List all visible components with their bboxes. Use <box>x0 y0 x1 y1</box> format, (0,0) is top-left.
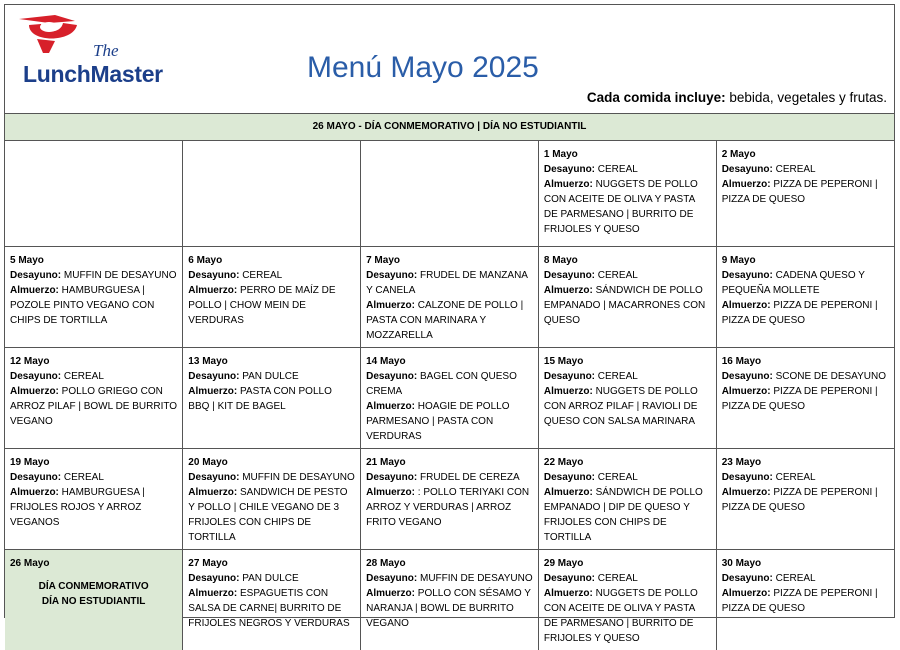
lunch-line <box>188 586 355 631</box>
lunch-label: Almuerzo: <box>188 587 238 599</box>
breakfast-item: CEREAL <box>595 471 638 483</box>
lunch-item: PASTA CON POLLO BBQ | KIT DE BAGEL <box>188 385 332 412</box>
day-date: 22 Mayo <box>543 456 584 468</box>
breakfast-line <box>10 268 177 283</box>
breakfast-line <box>188 470 355 485</box>
breakfast-item: CEREAL <box>772 572 816 584</box>
breakfast-item: BAGEL CON QUESO CREMA <box>366 370 517 397</box>
lunch-line <box>10 283 177 328</box>
logo-bowl-icon <box>15 13 95 59</box>
lunch-item: POLLO GRIEGO CON ARROZ PILAF | BOWL DE BURRITO VEGANO <box>10 385 178 427</box>
day-cell <box>5 347 183 448</box>
day-cell <box>538 347 716 448</box>
lunch-line <box>544 283 711 328</box>
breakfast-label: Desayuno: <box>543 572 596 584</box>
breakfast-label: Desayuno: <box>721 370 773 382</box>
lunch-item: : POLLO TERIYAKI CON ARROZ Y VERDURAS | ARROZ FRITO VEGANO <box>366 486 530 528</box>
lunch-item: PIZZA DE PEPERONI | PIZZA DE QUESO <box>721 486 878 513</box>
lunch-item: HAMBURGUESA | POZOLE PINTO VEGANO CON CHIPS DE TORTILLA <box>10 284 155 326</box>
day-cell <box>361 246 539 347</box>
day-cell <box>538 246 716 347</box>
lunch-line <box>722 177 889 207</box>
day-cell <box>5 549 183 650</box>
lunch-line <box>366 586 533 631</box>
breakfast-line <box>366 369 533 399</box>
menu-calendar <box>5 141 894 650</box>
breakfast-label: Desayuno: <box>188 370 240 382</box>
breakfast-item: FRUDEL DE MANZANA Y CANELA <box>366 269 528 296</box>
breakfast-item: MUFFIN DE DESAYUNO <box>417 572 533 584</box>
day-date: 19 Mayo <box>10 456 50 468</box>
holiday-banner: 26 MAYO - DÍA CONMEMORATIVO | DÍA NO ESTUDIANTIL <box>5 114 894 141</box>
day-cell <box>5 141 183 246</box>
day-date: 20 Mayo <box>188 456 228 468</box>
breakfast-line <box>188 571 355 586</box>
lunch-label: Almuerzo: <box>543 284 593 296</box>
includes-label: Cada comida incluye: <box>586 90 726 105</box>
breakfast-label: Desayuno: <box>10 471 62 483</box>
day-cell <box>183 549 361 650</box>
day-date: 15 Mayo <box>543 355 584 367</box>
lunch-line <box>544 485 711 545</box>
day-date: 1 Mayo <box>543 149 578 160</box>
breakfast-item: CEREAL <box>595 269 638 281</box>
breakfast-line <box>188 268 355 283</box>
lunch-label: Almuerzo: <box>721 587 771 599</box>
logo-the-text: The <box>93 41 119 60</box>
lunch-label: Almuerzo: <box>366 587 415 599</box>
breakfast-item: MUFFIN DE DESAYUNO <box>239 471 355 483</box>
lunch-line <box>544 384 711 429</box>
lunch-item: SÁNDWICH DE POLLO EMPANADO | MACARRONES CON QUESO <box>543 284 706 326</box>
day-cell <box>361 141 539 246</box>
lunch-label: Almuerzo: <box>10 486 59 498</box>
breakfast-line <box>10 470 177 485</box>
breakfast-line <box>544 571 711 586</box>
breakfast-label: Desayuno: <box>366 269 418 281</box>
lunch-label: Almuerzo: <box>721 486 771 498</box>
lunch-label: Almuerzo: <box>188 385 238 397</box>
lunch-item: HAMBURGUESA | FRIJOLES ROJOS Y ARROZ VEGANOS <box>10 486 145 528</box>
lunch-line <box>188 384 355 414</box>
lunch-line <box>366 485 533 530</box>
breakfast-item: MUFFIN DE DESAYUNO <box>61 269 177 281</box>
lunch-item: NUGGETS DE POLLO CON ACEITE DE OLIVA Y PASTA DE PARMESANO | BURRITO DE FRIJOLES Y QUESO <box>543 587 698 644</box>
breakfast-label: Desayuno: <box>188 471 240 483</box>
day-date: 6 Mayo <box>188 254 223 266</box>
breakfast-item: CEREAL <box>61 471 104 483</box>
breakfast-label: Desayuno: <box>543 269 596 281</box>
breakfast-label: Desayuno: <box>366 471 418 483</box>
holiday-spacer <box>10 571 177 579</box>
breakfast-label: Desayuno: <box>188 572 240 584</box>
lunch-line <box>188 485 355 545</box>
day-cell <box>183 141 361 246</box>
day-date: 2 Mayo <box>721 149 756 160</box>
breakfast-label: Desayuno: <box>10 370 62 382</box>
day-date: 23 Mayo <box>721 456 762 468</box>
week-row <box>5 141 894 246</box>
holiday-label: DÍA NO ESTUDIANTIL <box>41 595 146 607</box>
lunch-label: Almuerzo: <box>721 179 771 190</box>
logo-name-text: LunchMaster <box>23 61 163 87</box>
lunch-item: PERRO DE MAÍZ DE POLLO | CHOW MEIN DE VERDURAS <box>188 284 336 326</box>
lunch-label: Almuerzo: <box>543 179 593 190</box>
lunch-label: Almuerzo: <box>721 299 771 311</box>
week-row <box>5 347 894 448</box>
day-date: 27 Mayo <box>188 557 228 569</box>
day-date: 28 Mayo <box>366 557 406 569</box>
day-cell <box>716 246 894 347</box>
breakfast-item: PAN DULCE <box>239 370 299 382</box>
day-cell <box>538 448 716 549</box>
day-cell <box>716 549 894 650</box>
page-title: Menú Mayo 2025 <box>307 51 539 84</box>
breakfast-line <box>366 571 533 586</box>
week-row <box>5 549 894 650</box>
breakfast-item: FRUDEL DE CEREZA <box>417 471 520 483</box>
breakfast-line <box>366 268 533 298</box>
lunch-label: Almuerzo: <box>366 299 415 311</box>
week-row <box>5 246 894 347</box>
lunch-item: NUGGETS DE POLLO CON ACEITE DE OLIVA Y PASTA DE PARMESANO | BURRITO DE FRIJOLES Y QUESO <box>543 179 698 235</box>
breakfast-item: CEREAL <box>239 269 283 281</box>
lunch-item: PIZZA DE PEPERONI | PIZZA DE QUESO <box>721 299 878 326</box>
lunch-line <box>544 586 711 646</box>
day-cell <box>183 246 361 347</box>
day-cell <box>361 549 539 650</box>
day-date: 14 Mayo <box>366 355 406 367</box>
lunch-label: Almuerzo: <box>366 486 415 498</box>
lunch-item: SANDWICH DE PESTO Y POLLO | CHILE VEGANO DE 3 FRIJOLES CON CHIPS DE TORTILLA <box>188 486 348 543</box>
breakfast-line <box>544 268 711 283</box>
lunchmaster-logo <box>15 13 205 85</box>
day-date: 16 Mayo <box>721 355 762 367</box>
day-cell <box>183 448 361 549</box>
lunch-item: CALZONE DE POLLO | PASTA CON MARINARA Y MOZZARELLA <box>366 299 524 341</box>
breakfast-line <box>544 470 711 485</box>
header <box>5 5 894 114</box>
day-date: 12 Mayo <box>10 355 50 367</box>
breakfast-item: CEREAL <box>595 370 638 382</box>
includes-note <box>587 90 887 105</box>
day-cell <box>183 347 361 448</box>
day-cell <box>361 347 539 448</box>
lunch-item: POLLO CON SÉSAMO Y NARANJA | BOWL DE BURRITO VEGANO <box>366 587 531 629</box>
breakfast-item: CADENA QUESO Y PEQUEÑA MOLLETE <box>721 269 865 296</box>
menu-sheet <box>4 4 895 644</box>
day-date: 8 Mayo <box>543 254 578 266</box>
lunch-line <box>10 384 177 429</box>
breakfast-label: Desayuno: <box>188 269 240 281</box>
breakfast-line <box>722 369 889 384</box>
breakfast-item: SCONE DE DESAYUNO <box>772 370 886 382</box>
day-cell <box>716 448 894 549</box>
lunch-item: HOAGIE DE POLLO PARMESANO | PASTA CON VERDURAS <box>366 400 510 442</box>
breakfast-item: PAN DULCE <box>239 572 299 584</box>
breakfast-label: Desayuno: <box>10 269 62 281</box>
lunch-line <box>10 485 177 530</box>
lunch-line <box>366 298 533 343</box>
breakfast-line <box>722 268 889 298</box>
breakfast-label: Desayuno: <box>543 370 596 382</box>
breakfast-line <box>544 162 711 177</box>
lunch-label: Almuerzo: <box>721 385 771 397</box>
day-date: 7 Mayo <box>366 254 400 266</box>
breakfast-label: Desayuno: <box>366 370 418 382</box>
lunch-line <box>544 177 711 237</box>
breakfast-line <box>722 470 889 485</box>
day-cell <box>5 448 183 549</box>
includes-text: bebida, vegetales y frutas. <box>725 90 887 105</box>
breakfast-label: Desayuno: <box>543 164 596 175</box>
lunch-line <box>366 399 533 444</box>
lunch-label: Almuerzo: <box>366 400 415 412</box>
day-cell <box>5 246 183 347</box>
lunch-line <box>188 283 355 328</box>
day-date: 9 Mayo <box>721 254 756 266</box>
lunch-item: ESPAGUETIS CON SALSA DE CARNE| BURRITO DE FRIJOLES NEGROS Y VERDURAS <box>188 587 350 629</box>
breakfast-item: CEREAL <box>772 471 816 483</box>
breakfast-label: Desayuno: <box>721 572 773 584</box>
day-cell <box>538 141 716 246</box>
breakfast-item: CEREAL <box>595 164 638 175</box>
lunch-label: Almuerzo: <box>188 284 238 296</box>
breakfast-item: CEREAL <box>61 370 104 382</box>
lunch-label: Almuerzo: <box>543 385 593 397</box>
lunch-item: NUGGETS DE POLLO CON ARROZ PILAF | RAVIOLI DE QUESO CON SALSA MARINARA <box>543 385 698 427</box>
breakfast-line <box>188 369 355 384</box>
lunch-item: PIZZA DE PEPERONI | PIZZA DE QUESO <box>721 385 878 412</box>
day-date: 13 Mayo <box>188 355 228 367</box>
breakfast-item: CEREAL <box>772 164 816 175</box>
day-cell <box>361 448 539 549</box>
day-date: 26 Mayo <box>10 557 50 569</box>
breakfast-line <box>366 470 533 485</box>
lunch-item: SÁNDWICH DE POLLO EMPANADO | DIP DE QUESO Y FRIJOLES CON CHIPS DE TORTILLA <box>543 486 703 543</box>
lunch-item: PIZZA DE PEPERONI | PIZZA DE QUESO <box>721 179 878 205</box>
breakfast-label: Desayuno: <box>366 572 418 584</box>
breakfast-item: CEREAL <box>595 572 638 584</box>
lunch-line <box>722 298 889 328</box>
breakfast-label: Desayuno: <box>721 164 773 175</box>
day-date: 30 Mayo <box>721 557 762 569</box>
breakfast-line <box>10 369 177 384</box>
lunch-label: Almuerzo: <box>10 284 59 296</box>
breakfast-line <box>722 162 889 177</box>
day-date: 29 Mayo <box>543 557 584 569</box>
breakfast-line <box>544 369 711 384</box>
day-cell <box>538 549 716 650</box>
breakfast-label: Desayuno: <box>721 471 773 483</box>
lunch-line <box>722 586 889 616</box>
lunch-label: Almuerzo: <box>543 587 593 599</box>
breakfast-label: Desayuno: <box>543 471 596 483</box>
lunch-item: PIZZA DE PEPERONI | PIZZA DE QUESO <box>721 587 878 614</box>
lunch-line <box>722 485 889 515</box>
day-cell <box>716 347 894 448</box>
day-date: 21 Mayo <box>366 456 406 468</box>
lunch-label: Almuerzo: <box>10 385 59 397</box>
day-cell <box>716 141 894 246</box>
breakfast-label: Desayuno: <box>721 269 773 281</box>
breakfast-line <box>722 571 889 586</box>
lunch-line <box>722 384 889 414</box>
holiday-label: DÍA CONMEMORATIVO <box>38 580 149 592</box>
lunch-label: Almuerzo: <box>543 486 593 498</box>
day-date: 5 Mayo <box>10 254 44 266</box>
lunch-label: Almuerzo: <box>188 486 238 498</box>
week-row <box>5 448 894 549</box>
